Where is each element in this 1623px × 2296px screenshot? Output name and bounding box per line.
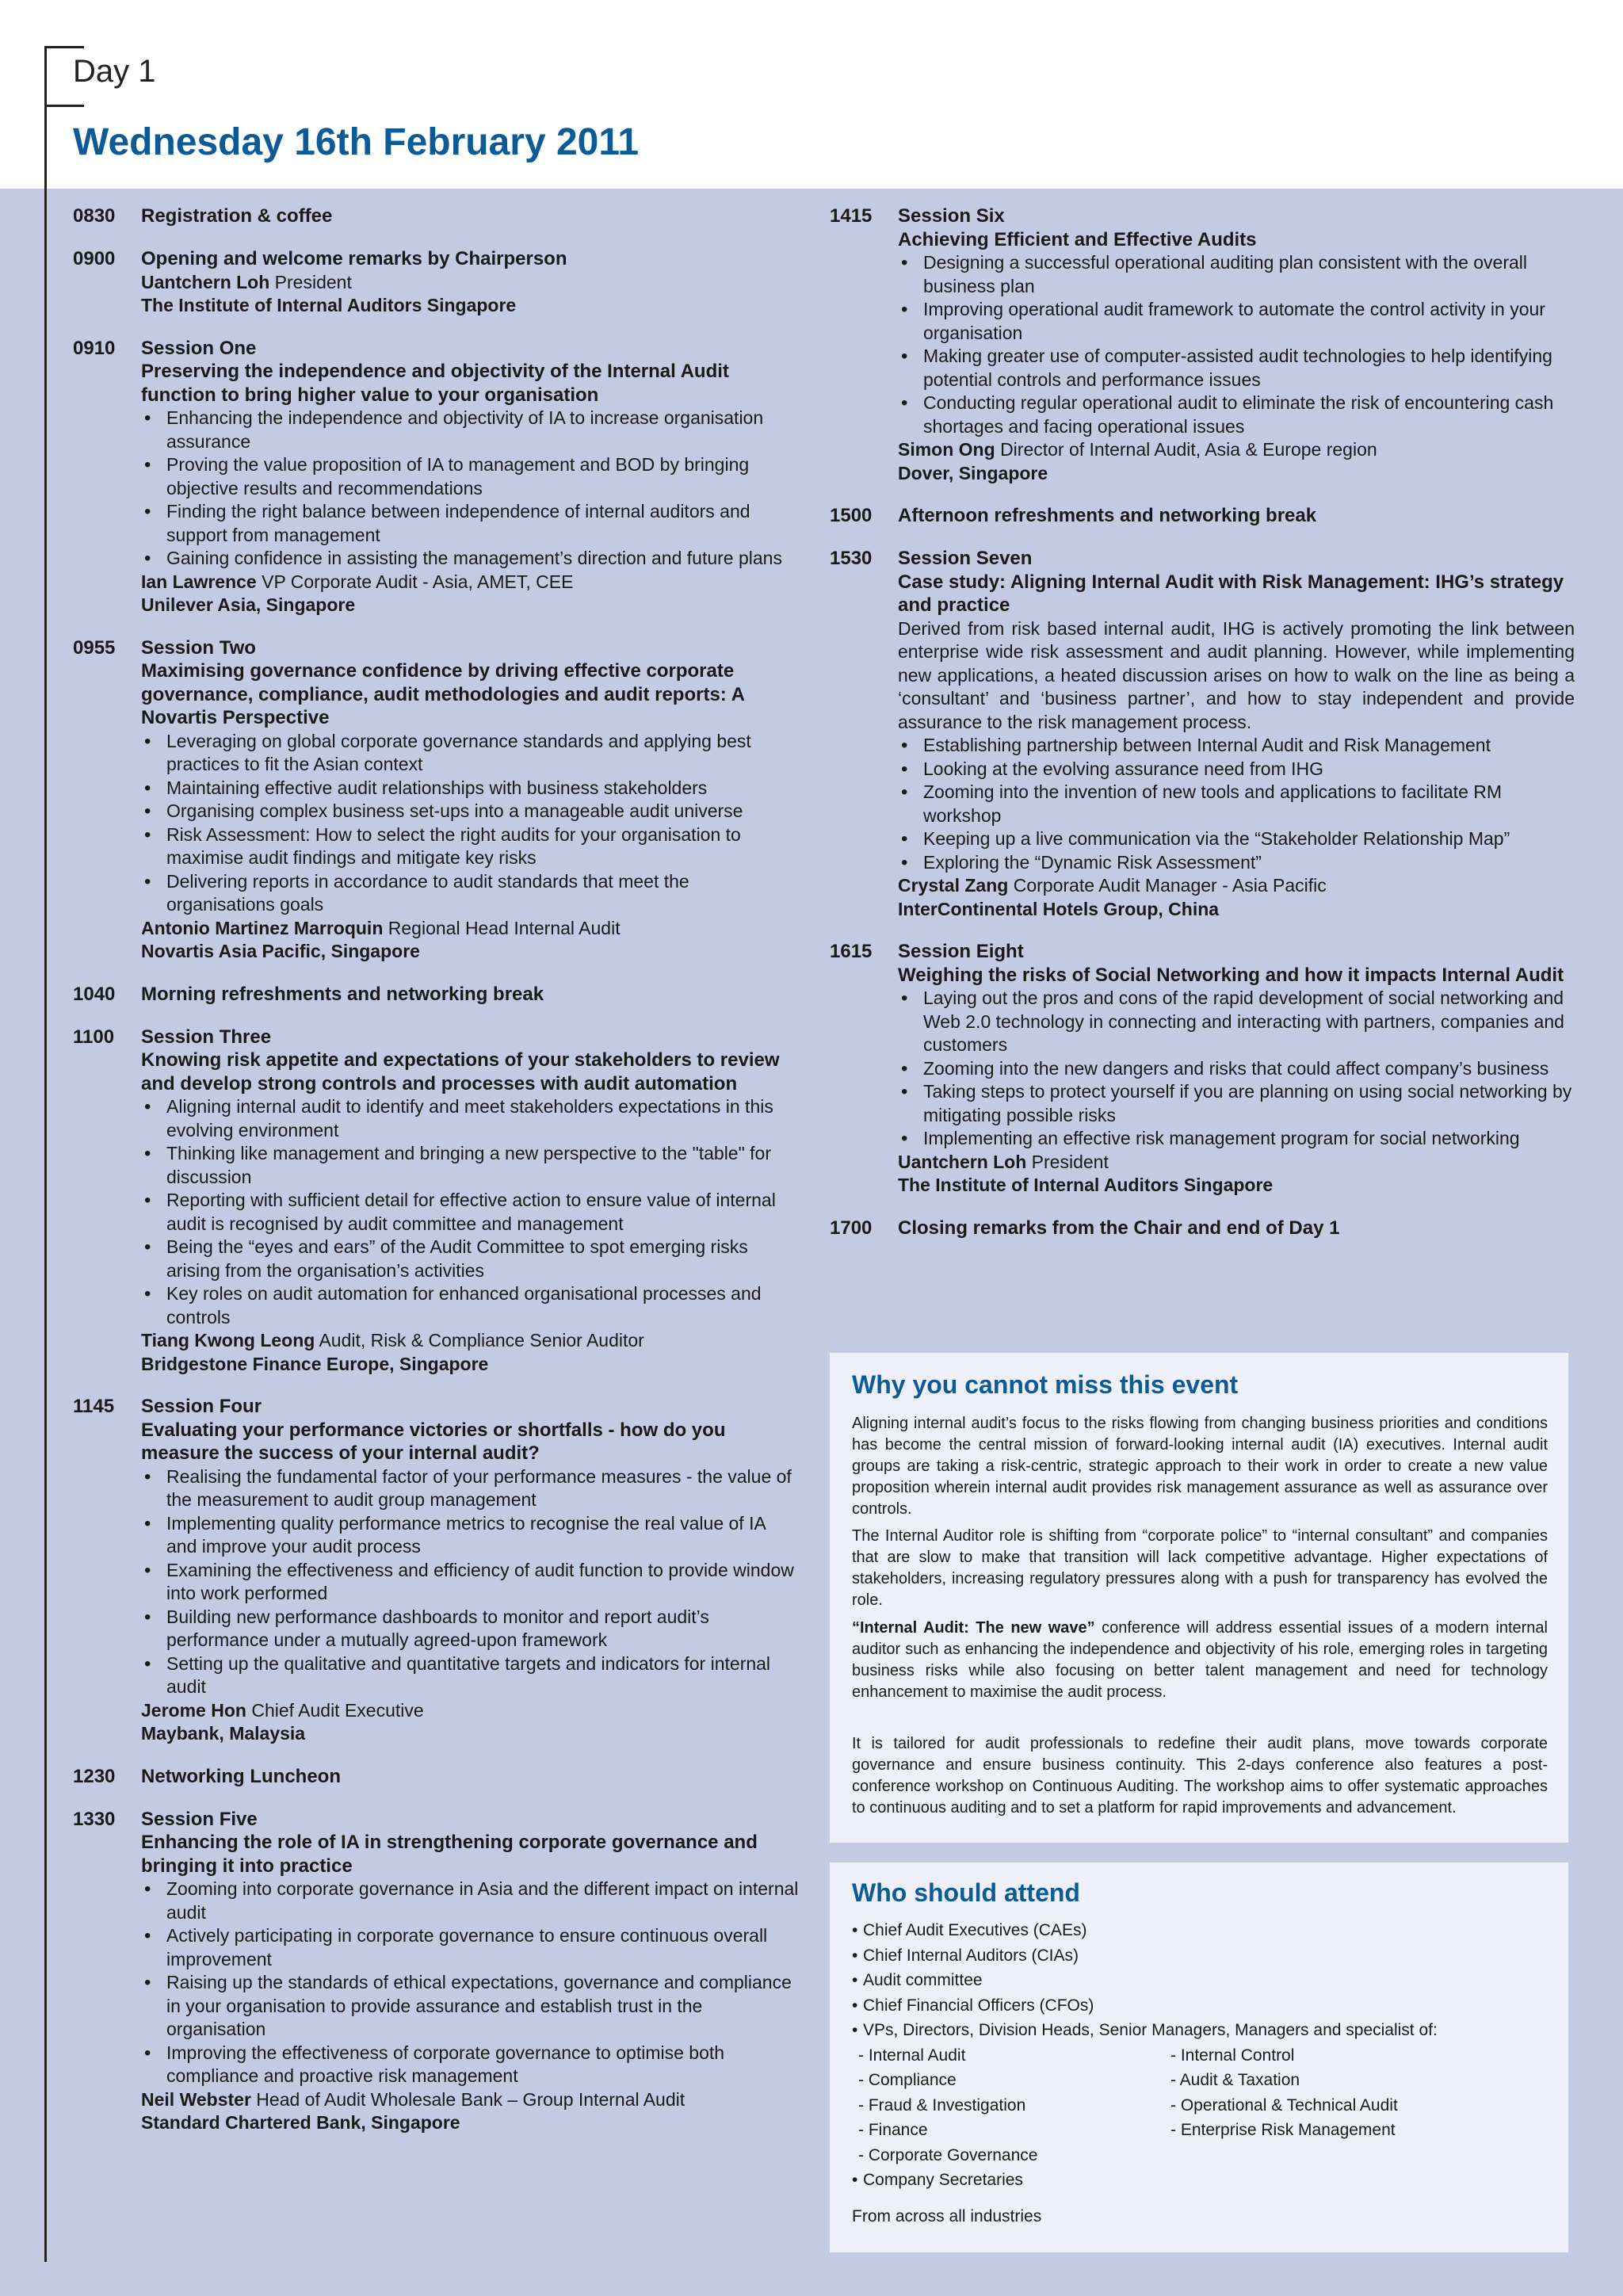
bullet-item: • Zooming into the invention of new tools and applications to facilitate RM workshop [923, 781, 1575, 827]
bullet-item: • Being the “eyes and ears” of the Audit Committee to spot emerging risks arising from the organisation’s activities [166, 1236, 800, 1282]
agenda-time: 0900 [73, 248, 116, 269]
bullet-item: • Thinking like management and bringing a new perspective to the "table" for discussion [166, 1142, 800, 1189]
bullet-item: • Organising complex business set-ups into a manageable audit universe [166, 800, 800, 823]
speaker-line [141, 271, 800, 295]
agenda-time: 1330 [73, 1808, 116, 1830]
agenda-item-1100 [73, 1026, 800, 1377]
attendee-label: Audit committee [863, 1971, 983, 1989]
day-label: Day 1 [73, 54, 156, 89]
agenda-time: 1530 [830, 548, 873, 569]
agenda-item-1500 [830, 504, 1575, 528]
agenda-time: 1700 [830, 1217, 873, 1239]
attendee-item: • Audit committee [852, 1968, 1549, 1993]
speaker-line [898, 874, 1575, 898]
attendee-label: Company Secretaries [863, 2171, 1023, 2189]
bullet-list [141, 1095, 800, 1329]
session-title: Case study: Aligning Internal Audit with Risk Management: IHG’s strategy and practice [898, 571, 1564, 616]
session-title: Weighing the risks of Social Networking and how it impacts Internal Audit [898, 964, 1564, 986]
specialist-item: - Audit & Taxation [1170, 2071, 1300, 2089]
speaker-name: Tiang Kwong Leong [141, 1330, 315, 1350]
bullet-item: • Aligning internal audit to identify and meet stakeholders expectations in this evolving environment [166, 1095, 800, 1142]
agenda-time: 1230 [73, 1765, 116, 1787]
agenda-time: 1415 [830, 205, 873, 227]
speaker-name: Uantchern Loh [898, 1151, 1027, 1172]
agenda-time: 1145 [73, 1396, 115, 1417]
speaker-org: Unilever Asia, Singapore [141, 594, 356, 615]
agenda-title: Afternoon refreshments and networking break [898, 505, 1317, 526]
session-label: Session One [141, 337, 257, 359]
attendee-item: • Company Secretaries [852, 2168, 1549, 2193]
speaker-role: Regional Head Internal Audit [388, 917, 621, 938]
why-paragraph: The Internal Auditor role is shifting from “corporate police” to “internal consultant” and companies that are slow to make that transition will lack competitive advantage. Higher expectations of stakeholders, increasing regulatory pressures along with a push for transparency has evolved the role. [852, 1527, 1548, 1609]
bullet-item: • Finding the right balance between independence of internal auditors and support from management [166, 500, 800, 547]
agenda-time: 0910 [73, 337, 116, 359]
bullet-item: • Looking at the evolving assurance need from IHG [923, 758, 1575, 781]
session-title: Evaluating your performance victories or shortfalls - how do you measure the success of your internal audit? [141, 1419, 726, 1464]
specialist-col-2 [1170, 2043, 1483, 2168]
bullet-list [898, 251, 1575, 438]
bullet-list [898, 734, 1575, 874]
bullet-item: • Exploring the “Dynamic Risk Assessment” [923, 851, 1575, 875]
specialist-item: - Internal Control [1170, 2046, 1295, 2065]
specialist-item: - Fraud & Investigation [858, 2095, 1026, 2115]
agenda-item-1145 [73, 1395, 800, 1746]
bracket-top [44, 46, 84, 48]
agenda-item-1330 [73, 1808, 800, 2135]
bullet-item: • Gaining confidence in assisting the management’s direction and future plans [166, 547, 800, 571]
left-column [73, 204, 800, 2154]
why-heading: Why you cannot miss this event [852, 1370, 1239, 1399]
bullet-item: • Conducting regular operational audit to eliminate the risk of encountering cash shortages and facing operational issues [923, 392, 1575, 438]
attendee-label: VPs, Directors, Division Heads, Senior Managers, Managers and specialist of: [863, 2021, 1438, 2039]
bullet-item: • Keeping up a live communication via the “Stakeholder Relationship Map” [923, 827, 1575, 851]
speaker-role: VP Corporate Audit - Asia, AMET, CEE [262, 571, 574, 592]
session-label: Session Two [141, 636, 256, 659]
attendee-item: • VPs, Directors, Division Heads, Senior Managers, Managers and specialist of: [852, 2018, 1549, 2043]
speaker-role: Audit, Risk & Compliance Senior Auditor [319, 1330, 644, 1350]
speaker-name: Antonio Martinez Marroquin [141, 917, 384, 938]
agenda-title: Registration & coffee [141, 205, 333, 227]
bullet-list [141, 1465, 800, 1699]
agenda-item-0910 [73, 337, 800, 617]
specialist-item: - Finance [858, 2121, 928, 2139]
session-label: Session Five [141, 1808, 258, 1830]
speaker-org: The Institute of Internal Auditors Singapore [898, 1175, 1274, 1195]
agenda-time: 0955 [73, 636, 116, 659]
speaker-role: Director of Internal Audit, Asia & Europe region [1000, 439, 1377, 460]
attendee-item: • Chief Financial Officers (CFOs) [852, 1993, 1549, 2019]
why-paragraph: Aligning internal audit’s focus to the risks flowing from changing business priorities and conditions has become the central mission of forward-looking internal audit (IA) executives. Internal audit groups are taking a risk-centric, strategic approach to their work in order to create a new value proposition wherein internal audit provides risk management assurance as well as assurance over controls. [852, 1415, 1548, 1518]
bullet-item: • Delivering reports in accordance to audit standards that meet the organisations goals [166, 870, 800, 917]
session-label: Session Four [141, 1396, 262, 1417]
speaker-org: Maybank, Malaysia [141, 1723, 306, 1744]
bullet-item: • Enhancing the independence and objectivity of IA to increase organisation assurance [166, 407, 800, 453]
bullet-item: • Taking steps to protect yourself if you are planning on using social networking by mitigating possible risks [923, 1080, 1575, 1127]
speaker-name: Crystal Zang [898, 875, 1009, 896]
attendee-item: • Chief Internal Auditors (CIAs) [852, 1943, 1549, 1969]
bullet-item: • Implementing quality performance metrics to recognise the real value of IA and improve your audit process [166, 1512, 800, 1559]
bullet-item: • Maintaining effective audit relationships with business stakeholders [166, 777, 800, 800]
agenda-time: 1615 [830, 941, 873, 962]
specialist-item: - Internal Audit [858, 2046, 966, 2065]
bullet-item: • Leveraging on global corporate governance standards and applying best practices to fit the Asian context [166, 730, 800, 777]
agenda-item-1415 [830, 204, 1575, 485]
attend-footer: From across all industries [852, 2206, 1042, 2225]
attendee-label: Chief Financial Officers (CFOs) [863, 1996, 1094, 2015]
agenda-title: Networking Luncheon [141, 1765, 341, 1787]
speaker-line [141, 571, 800, 594]
bullet-item: • Risk Assessment: How to select the right audits for your organisation to maximise audit findings and mitigate key risks [166, 823, 800, 870]
bullet-item: • Zooming into corporate governance in Asia and the different impact on internal audit [166, 1878, 800, 1924]
agenda-title: Opening and welcome remarks by Chairperson [141, 248, 567, 269]
why-attend-box [830, 1353, 1568, 1843]
agenda-item-1230 [73, 1765, 800, 1789]
speaker-org: Standard Chartered Bank, Singapore [141, 2112, 460, 2133]
session-label: Session Three [141, 1026, 272, 1048]
speaker-role: President [1031, 1151, 1109, 1172]
agenda-item-0900 [73, 247, 800, 318]
agenda-item-1530 [830, 547, 1575, 921]
agenda-item-1615 [830, 940, 1575, 1198]
bullet-item: • Setting up the qualitative and quantitative targets and indicators for internal audit [166, 1652, 800, 1699]
bullet-item: • Proving the value proposition of IA to management and BOD by bringing objective results and recommendations [166, 453, 800, 500]
attendee-list [852, 1918, 1549, 2229]
session-title: Knowing risk appetite and expectations of your stakeholders to review and develop strong controls and processes with audit automation [141, 1049, 780, 1095]
agenda-time: 1500 [830, 505, 873, 526]
speaker-line [141, 1699, 800, 1723]
speaker-org: The Institute of Internal Auditors Singapore [141, 295, 517, 315]
bullet-item: • Examining the effectiveness and efficiency of audit function to provide window into work performed [166, 1559, 800, 1606]
attendee-label: Chief Internal Auditors (CIAs) [863, 1946, 1079, 1965]
session-label: Session Six [898, 205, 1005, 227]
bullet-item: • Actively participating in corporate governance to ensure continuous overall improvement [166, 1924, 800, 1971]
bullet-item: • Improving operational audit framework to automate the control activity in your organisation [923, 298, 1575, 345]
speaker-name: Simon Ong [898, 439, 995, 460]
agenda-title: Morning refreshments and networking break [141, 983, 544, 1005]
session-label: Session Eight [898, 941, 1024, 962]
specialist-item: - Operational & Technical Audit [1170, 2095, 1398, 2115]
specialist-columns [852, 2043, 1549, 2168]
bullet-item: • Establishing partnership between Internal Audit and Risk Management [923, 734, 1575, 758]
why-paragraph-text: conference will address essential issues of a modern internal auditor such as enhancing the independence and objectivity of his role, emerging roles in targeting business risks while also focusing on better talent management and need for technology enhancement to maximise the audit process. [852, 1619, 1548, 1701]
bullet-list [141, 1878, 800, 2088]
bullet-item: • Raising up the standards of ethical expectations, governance and compliance in your organisation to provide assurance and establish trust in the organisation [166, 1971, 800, 2042]
bullet-item: • Key roles on audit automation for enhanced organisational processes and controls [166, 1282, 800, 1329]
session-title: Preserving the independence and objectivity of the Internal Audit function to bring higher value to your organisation [141, 361, 729, 406]
speaker-line [898, 438, 1575, 462]
speaker-role: Chief Audit Executive [251, 1699, 424, 1721]
speaker-name: Neil Webster [141, 2088, 251, 2110]
speaker-name: Uantchern Loh [141, 271, 270, 292]
speaker-org: InterContinental Hotels Group, China [898, 898, 1220, 919]
bullet-item: • Realising the fundamental factor of your performance measures - the value of the measurement to audit group management [166, 1465, 800, 1512]
agenda-title: Closing remarks from the Chair and end of Day 1 [898, 1217, 1340, 1239]
bullet-item: • Reporting with sufficient detail for effective action to ensure value of internal audit is recognised by audit committee and management [166, 1189, 800, 1236]
session-label: Session Seven [898, 548, 1033, 569]
agenda-item-0955 [73, 636, 800, 964]
bullet-item: • Improving the effectiveness of corporate governance to optimise both compliance and proactive risk management [166, 2042, 800, 2088]
why-paragraph: It is tailored for audit professionals to redefine their audit plans, move towards corporate governance and ensure business continuity. This 2-days conference also features a post-conference workshop on Continuous Auditing. The workshop aims to offer systematic approaches to continuous auditing and to set a platform for rapid improvements and advancement. [852, 1735, 1548, 1817]
bullet-item: • Zooming into the new dangers and risks that could affect company’s business [923, 1057, 1575, 1081]
agenda-item-1040 [73, 983, 800, 1007]
speaker-role: Head of Audit Wholesale Bank – Group Internal Audit [256, 2088, 685, 2110]
speaker-line [141, 2088, 800, 2112]
specialist-col-1 [858, 2043, 1170, 2168]
bracket-line [44, 46, 47, 2262]
speaker-role: Corporate Audit Manager - Asia Pacific [1013, 875, 1327, 896]
agenda-time: 0830 [73, 205, 116, 227]
why-paragraph [852, 1618, 1548, 1703]
speaker-line [141, 1329, 800, 1353]
speaker-org: Novartis Asia Pacific, Singapore [141, 941, 420, 961]
speaker-line [898, 1151, 1575, 1175]
bullet-list [898, 987, 1575, 1151]
attend-heading: Who should attend [852, 1878, 1080, 1907]
session-title: Achieving Efficient and Effective Audits [898, 228, 1257, 250]
session-title: Enhancing the role of IA in strengthening corporate governance and bringing it into practice [141, 1832, 758, 1877]
date-title: Wednesday 16th February 2011 [73, 121, 640, 163]
bracket-bottom [44, 105, 84, 107]
bullet-list [141, 407, 800, 571]
speaker-name: Jerome Hon [141, 1699, 246, 1721]
bullet-item: • Implementing an effective risk management program for social networking [923, 1127, 1575, 1151]
speaker-org: Bridgestone Finance Europe, Singapore [141, 1353, 489, 1374]
conference-name: “Internal Audit: The new wave” [852, 1619, 1095, 1637]
speaker-name: Ian Lawrence [141, 571, 257, 592]
attendee-label: Chief Audit Executives (CAEs) [863, 1921, 1087, 1939]
agenda-item-0830 [73, 204, 800, 228]
bullet-item: • Laying out the pros and cons of the rapid development of social networking and Web 2.0 technology in connecting and interacting with partners, companies and customers [923, 987, 1575, 1057]
bullet-item: • Building new performance dashboards to monitor and report audit’s performance under a mutually agreed-upon framework [166, 1606, 800, 1652]
right-column [830, 204, 1575, 1259]
attendee-item: • Chief Audit Executives (CAEs) [852, 1918, 1549, 1943]
agenda-time: 1040 [73, 983, 116, 1005]
speaker-role: President [274, 271, 352, 292]
session-title: Maximising governance confidence by driving effective corporate governance, compliance, audit methodologies and audit reports: A Novartis Perspective [141, 660, 745, 728]
agenda-time: 1100 [73, 1026, 115, 1048]
agenda-item-1700 [830, 1217, 1575, 1240]
speaker-line [141, 917, 800, 941]
specialist-item: - Corporate Governance [858, 2145, 1038, 2164]
who-should-attend-box [830, 1862, 1568, 2252]
bullet-item: • Making greater use of computer-assisted audit technologies to help identifying potential controls and performance issues [923, 345, 1575, 392]
specialist-item: - Enterprise Risk Management [1170, 2121, 1396, 2139]
session-description: Derived from risk based internal audit, IHG is actively promoting the link between enterprise wide risk assessment and audit planning. However, while implementing new applications, a heated discussion arises on how to walk on the line as being a ‘consultant’ and ‘business partner’, and how to stay independent and provide assurance to the risk management process. [898, 617, 1575, 732]
bullet-item: • Designing a successful operational auditing plan consistent with the overall business plan [923, 251, 1575, 298]
specialist-item: - Compliance [858, 2071, 957, 2089]
bullet-list [141, 730, 800, 917]
speaker-org: Dover, Singapore [898, 462, 1048, 483]
